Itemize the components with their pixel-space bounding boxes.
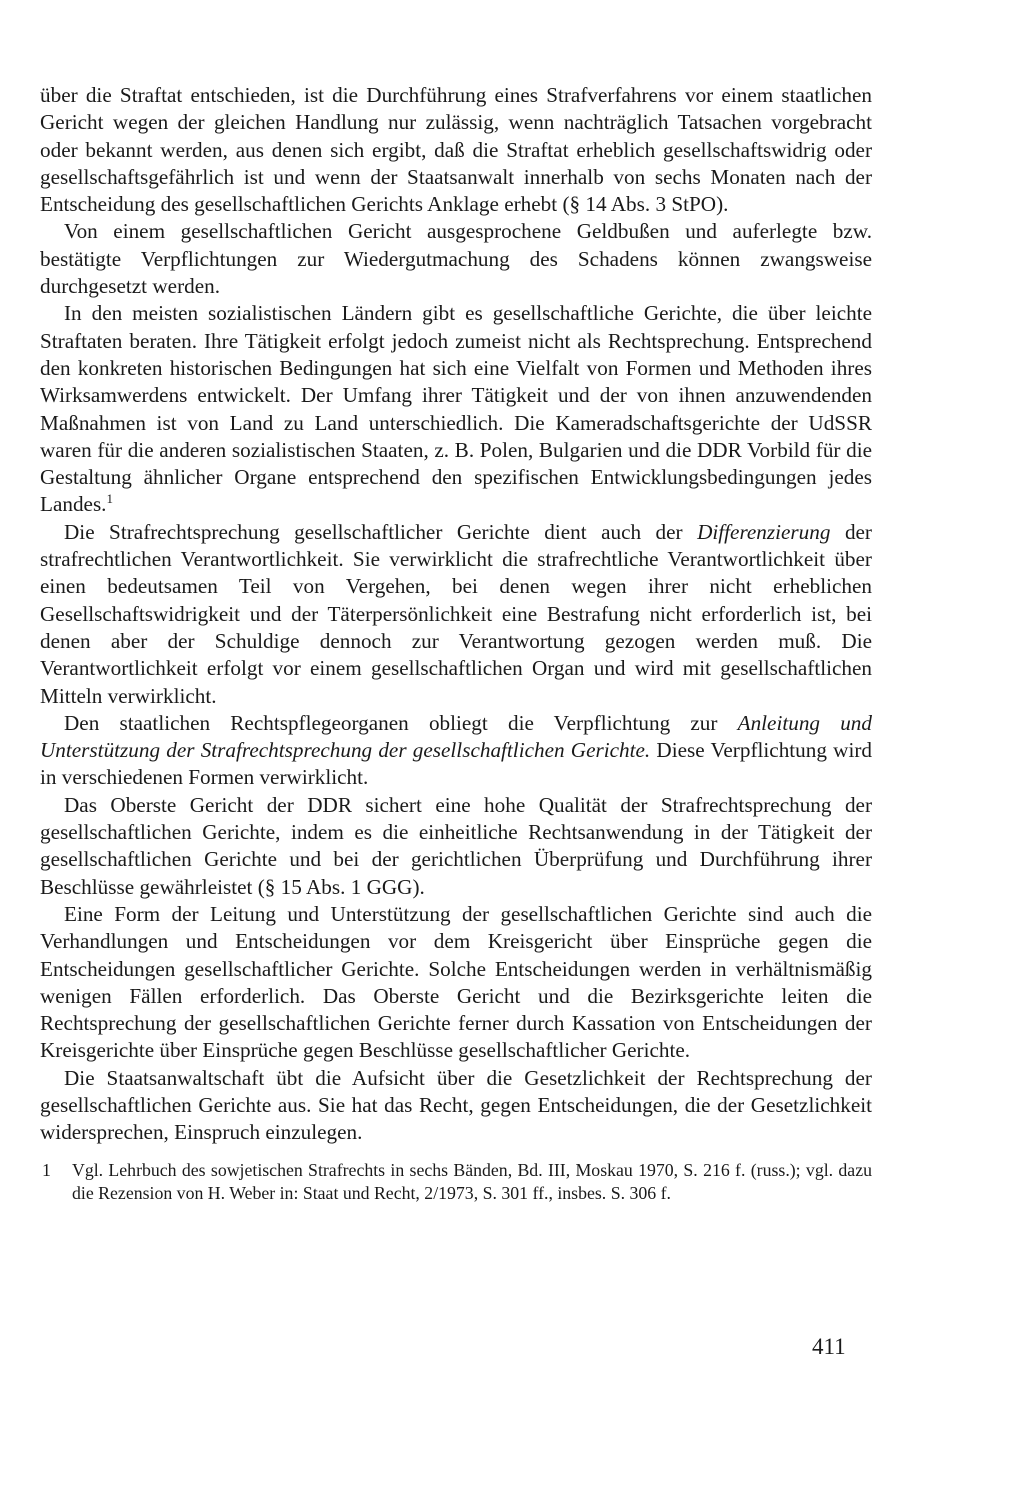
text-segment: Von einem gesellschaftlichen Gericht ausgesprochene Geldbußen und auferlegte bzw. bestätigte Verpflichtungen zur Wiedergutmachung des Schadens können zwangsweise durchgesetzt werden. [40, 219, 872, 299]
body-text [40, 82, 872, 1147]
paragraph [40, 710, 872, 792]
paragraph [40, 82, 872, 218]
text-segment: Die Strafrechtsprechung gesellschaftlicher Gerichte dient auch der [64, 519, 698, 544]
paragraph [40, 901, 872, 1065]
emphasized-text: Anleitung und Unterstützung der Strafrechtsprechung der gesellschaftlichen Gerichte. [40, 710, 872, 763]
paragraph [40, 519, 872, 710]
text-segment: Das Oberste Gericht der DDR sichert eine hohe Qualität der Strafrechtsprechung der gesellschaftlichen Gerichte, indem es die einheitliche Rechtsanwendung in der Tätigkeit der gesellschaftlichen Gerichte und bei der gerichtlichen Überprüfung und Durchführung ihrer Beschlüsse gewährleistet (§ 15 Abs. 1 GGG). [40, 792, 872, 899]
paragraph [40, 792, 872, 901]
text-segment: In den meisten sozialistischen Ländern gibt es gesellschaftliche Gerichte, die über leichte Straftaten beraten. Ihre Tätigkeit erfolgt jedoch zumeist nicht als Rechtsprechung. Entsprechend den konkreten historischen Bedingungen hat sich eine Vielfalt von Formen und Methoden ihres Wirksamwerdens entwickelt. Der Umfang ihrer Tätigkeit und der von ihnen anzuwendenden Maßnahmen ist von Land zu Land unterschiedlich. Die Kameradschaftsgerichte der UdSSR waren für die anderen sozialistischen Staaten, z. B. Polen, Bulgarien und die DDR Vorbild für die Gestaltung ähnlicher Organe entsprechend den spezifischen Entwicklungsbedingungen jedes Landes. [40, 301, 872, 517]
footnote-mark: 1 [42, 1159, 51, 1180]
page-body [40, 82, 872, 1206]
footnote [42, 1159, 872, 1206]
text-segment: Diese Verpflichtung wird in verschiedenen Formen verwirklicht. [40, 738, 872, 790]
paragraph [40, 300, 872, 518]
text-segment: Den staatlichen Rechtspflegeorganen obliegt die Verpflichtung zur [64, 710, 738, 735]
text-segment: Eine Form der Leitung und Unterstützung der gesellschaftlichen Gerichte sind auch die Verhandlungen und Entscheidungen vor dem Kreisgericht über Einsprüche gegen die Entscheidungen gesellschaftlicher Gerichte. Solche Entscheidungen werden in verhältnismäßig wenigen Fällen erforderlich. Das Oberste Gericht und die Bezirksgerichte leiten die Rechtsprechung der gesellschaftlichen Gerichte ferner durch Kassation von Entscheidungen der Kreisgerichte über Einsprüche gegen Beschlüsse gesellschaftlicher Gerichte. [40, 901, 872, 1063]
text-segment: der strafrechtlichen Verantwortlichkeit. Sie verwirklicht die strafrechtliche Verantwortlichkeit über einen bedeutsamen Teil von Vergehen, bei denen wegen ihrer nicht erheblichen Gesellschaftswidrigkeit und der Täterpersönlichkeit eine Bestrafung nicht erforderlich ist, bei denen aber der Schuldige dennoch zur Verantwortung gezogen werden muß. Die Verantwortlichkeit erfolgt vor einem gesellschaftlichen Organ und wird mit gesellschaftlichen Mitteln verwirklicht. [40, 519, 872, 708]
paragraph [40, 1065, 872, 1147]
text-segment: Die Staatsanwaltschaft übt die Aufsicht über die Gesetzlichkeit der Rechtsprechung der gesellschaftlichen Gerichte aus. Sie hat das Recht, gegen Entscheidungen, die der Gesetzlichkeit widersprechen, Einspruch einzulegen. [40, 1065, 872, 1145]
footnote-text: Vgl. Lehrbuch des sowjetischen Strafrechts in sechs Bänden, Bd. III, Moskau 1970, S. 216 f. (russ.); vgl. dazu die Rezension von H. Weber in: Staat und Recht, 2/1973, S. 301 ff., insbes. S. 306 f. [72, 1159, 872, 1204]
emphasized-text: Differenzierung [697, 519, 831, 544]
paragraph [40, 218, 872, 300]
footnotes [40, 1159, 872, 1206]
footnote-reference: 1 [106, 491, 113, 507]
text-segment: über die Straftat entschieden, ist die Durchführung eines Strafverfahrens vor einem staatlichen Gericht wegen der gleichen Handlung nur zulässig, wenn nachträglich Tatsachen vorgebracht oder bekannt werden, aus denen sich ergibt, daß die Straftat erheblich gesellschaftswidrig oder gesellschaftsgefährlich ist und wenn der Staatsanwalt innerhalb von sechs Monaten nach der Entscheidung des gesellschaftlichen Gerichts Anklage erhebt (§ 14 Abs. 3 StPO). [40, 83, 872, 217]
page-number: 411 [812, 1334, 846, 1359]
